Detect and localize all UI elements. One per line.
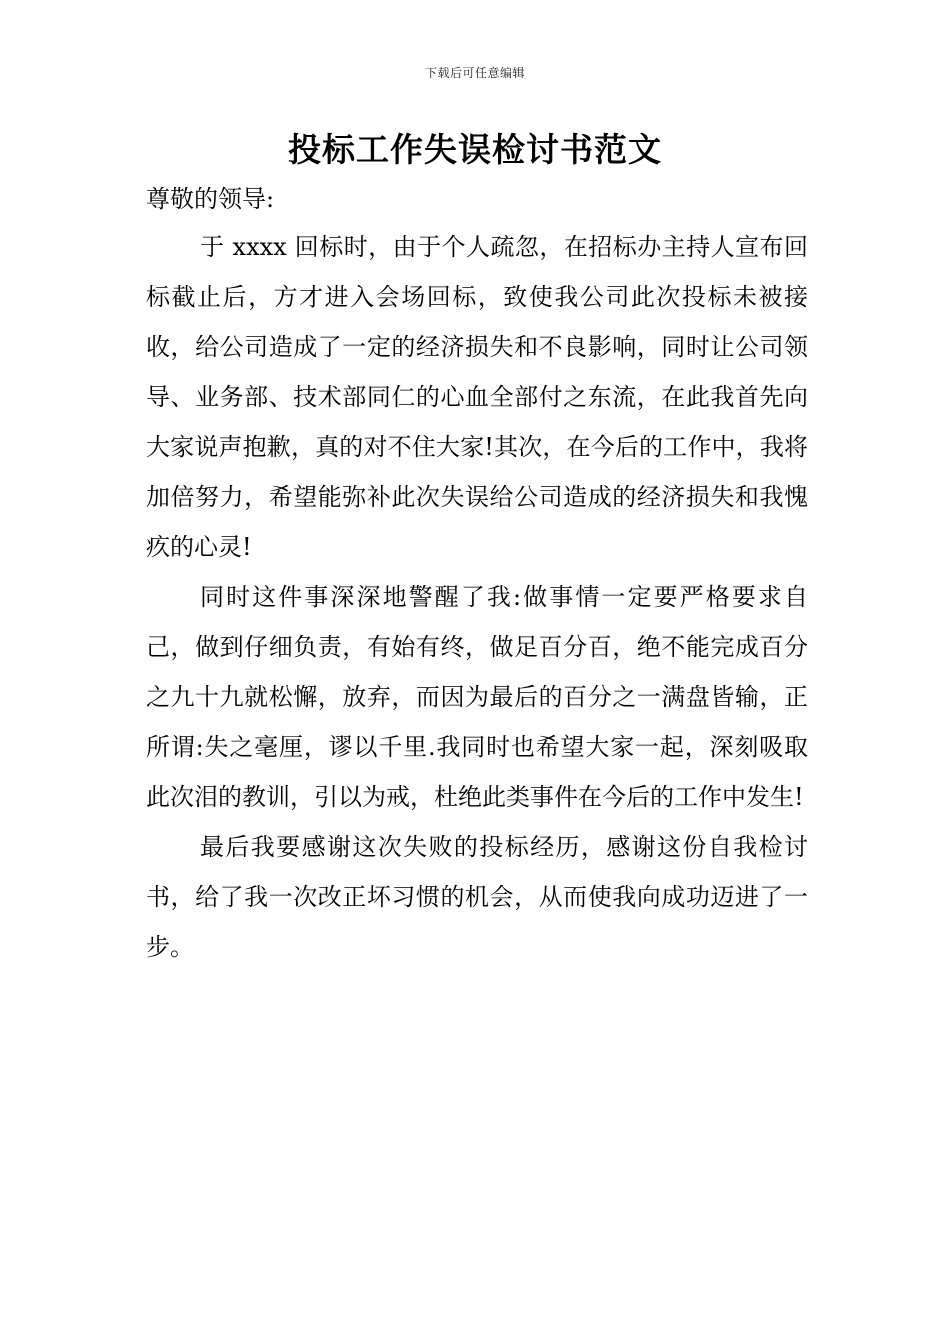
page-header-note: 下载后可任意编辑 [424, 66, 525, 80]
paragraph-1: 于 xxxx 回标时，由于个人疏忽，在招标办主持人宣布回标截止后，方才进入会场回标，致使我公司此次投标未被接收，给公司造成了一定的经济损失和不良影响，同时让公司领导、业务部、技术部同仁的心血全部付之东流，在此我首先向大家说声抱歉，真的对不住大家!其次，在今后的工作中，我将加倍努力，希望能弥补此次失误给公司造成的经济损失和我愧疚的心灵! [146, 233, 808, 561]
document-title: 投标工作失误检讨书范文 [288, 130, 662, 169]
document-body [146, 176, 808, 972]
paragraph-3: 最后我要感谢这次失败的投标经历，感谢这份自我检讨书，给了我一次改正坏习惯的机会，从而使我向成功迈进了一步。 [146, 833, 808, 961]
salutation: 尊敬的领导: [146, 185, 275, 213]
paragraph-2: 同时这件事深深地警醒了我:做事情一定要严格要求自己，做到仔细负责，有始有终，做足百分百，绝不能完成百分之九十九就松懈，放弃，而因为最后的百分之一满盘皆输，正所谓:失之毫厘，谬以千里.我同时也希望大家一起，深刻吸取此次泪的教训，引以为戒，杜绝此类事件在今后的工作中发生! [146, 583, 808, 811]
